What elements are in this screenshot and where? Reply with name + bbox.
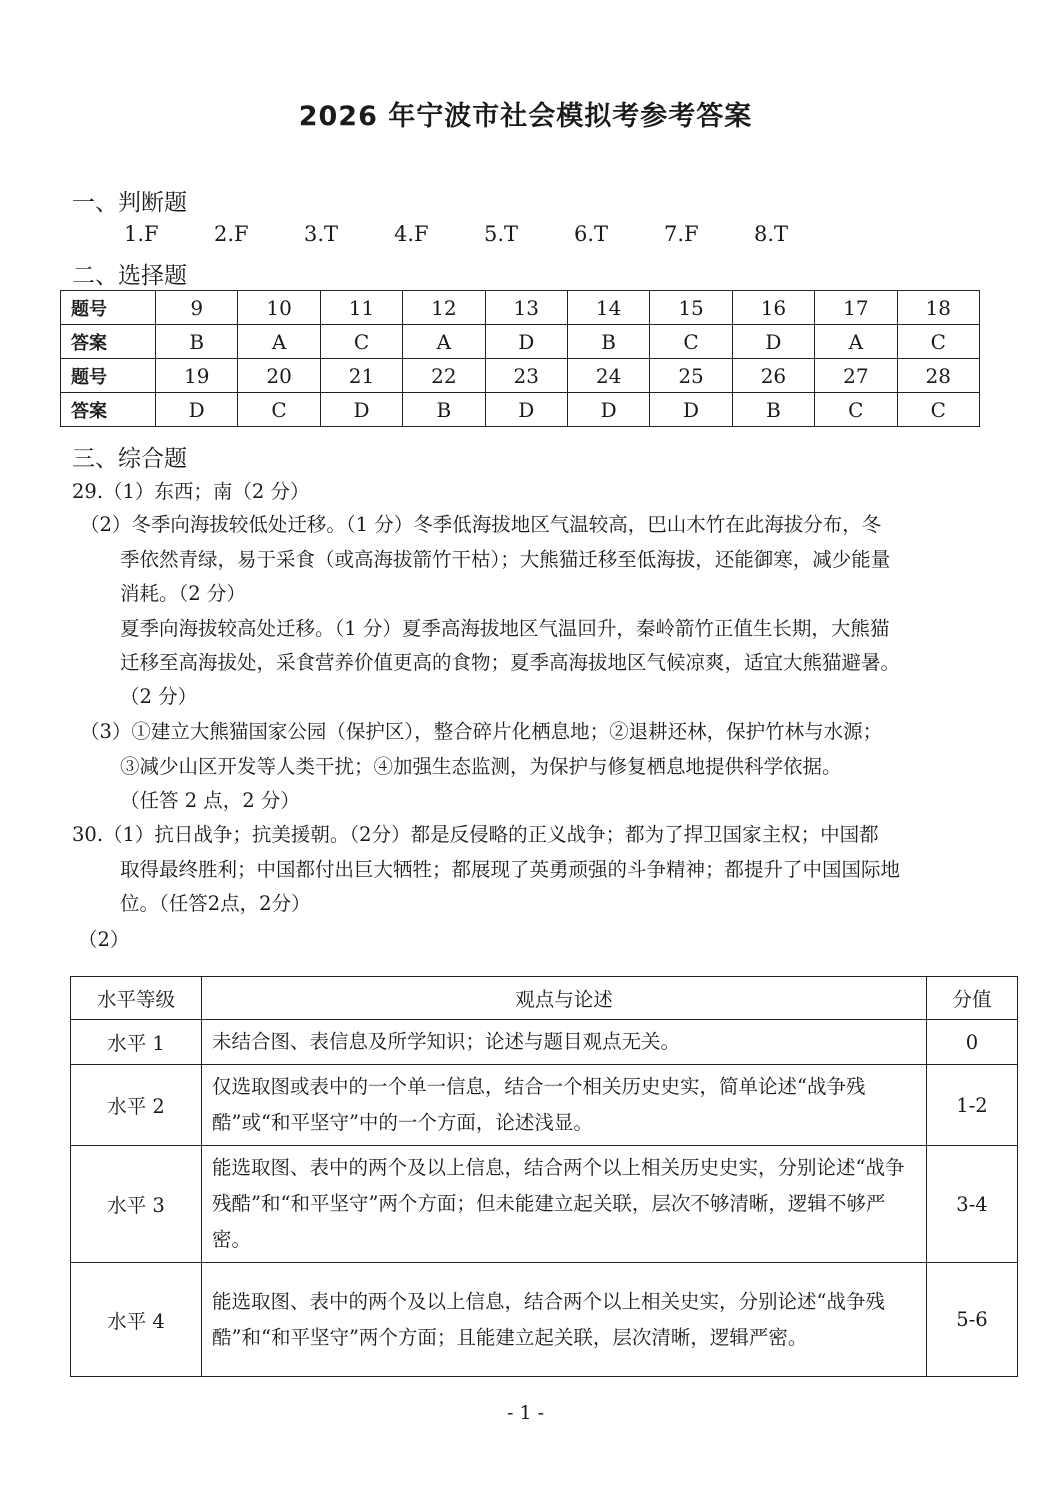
answer-cell: C xyxy=(897,393,979,427)
answer-cell: A xyxy=(403,325,485,359)
tf-answer: 6.T xyxy=(574,222,609,246)
question-number: 15 xyxy=(650,291,732,325)
tf-answer: 2.F xyxy=(214,222,249,246)
answer-cell: A xyxy=(238,325,320,359)
rubric-row xyxy=(71,1020,1018,1065)
row-label: 题号 xyxy=(61,359,156,393)
true-false-answers xyxy=(124,222,844,246)
rubric-score: 5-6 xyxy=(927,1263,1018,1377)
answer-cell: C xyxy=(650,325,732,359)
rubric-score: 1-2 xyxy=(927,1065,1018,1146)
answer-cell: D xyxy=(650,393,732,427)
page-number: - 1 - xyxy=(506,1402,544,1424)
q29-part2-line: 消耗。（2 分） xyxy=(120,582,246,605)
answer-cell: D xyxy=(320,393,402,427)
answer-row xyxy=(61,393,980,427)
q30-part2-label: （2） xyxy=(78,928,130,951)
tf-answer: 1.F xyxy=(124,222,159,246)
question-number-row xyxy=(61,291,980,325)
question-number: 11 xyxy=(320,291,402,325)
question-number: 10 xyxy=(238,291,320,325)
q29-part3-line: （任答 2 点，2 分） xyxy=(120,789,300,812)
tf-answer: 5.T xyxy=(484,222,519,246)
row-label: 答案 xyxy=(61,325,156,359)
question-number: 23 xyxy=(485,359,567,393)
q29-part2-line: （2 分） xyxy=(120,685,198,708)
q29-part1: 29.（1）东西；南（2 分） xyxy=(72,480,310,503)
answer-cell: D xyxy=(156,393,238,427)
answer-cell: B xyxy=(732,393,814,427)
question-number: 13 xyxy=(485,291,567,325)
question-number: 12 xyxy=(403,291,485,325)
q30-part1-line: 30.（1）抗日战争；抗美援朝。（2分）都是反侵略的正义战争；都为了捍卫国家主权；中国都 xyxy=(72,823,879,846)
rubric-score: 0 xyxy=(927,1020,1018,1065)
q29-part3-line: ③减少山区开发等人类干扰；④加强生态监测，为保护与修复栖息地提供科学依据。 xyxy=(120,755,842,778)
rubric-description: 能选取图、表中的两个及以上信息，结合两个以上相关史实，分别论述“战争残酷”和“和平坚守”两个方面；且能建立起关联，层次清晰，逻辑严密。 xyxy=(202,1263,927,1377)
answer-cell: C xyxy=(238,393,320,427)
q29-part3-line: （3）①建立大熊猫国家公园（保护区），整合碎片化栖息地；②退耕还林，保护竹林与水源； xyxy=(80,720,883,743)
rubric-header: 观点与论述 xyxy=(202,977,927,1020)
rubric-row xyxy=(71,1263,1018,1377)
section-heading-comprehensive: 三、综合题 xyxy=(72,446,187,472)
section-heading-multiple-choice: 二、选择题 xyxy=(72,263,187,289)
rubric-level: 水平 1 xyxy=(71,1020,202,1065)
question-number: 26 xyxy=(732,359,814,393)
tf-answer: 8.T xyxy=(754,222,789,246)
answer-cell: C xyxy=(320,325,402,359)
q30-part1-line: 位。（任答2点，2分） xyxy=(120,892,311,915)
question-number: 21 xyxy=(320,359,402,393)
question-number: 14 xyxy=(567,291,649,325)
rubric-level: 水平 2 xyxy=(71,1065,202,1146)
tf-answer: 7.F xyxy=(664,222,699,246)
row-label: 答案 xyxy=(61,393,156,427)
question-number: 18 xyxy=(897,291,979,325)
question-number: 24 xyxy=(567,359,649,393)
q29-part2-line: 夏季向海拔较高处迁移。（1 分）夏季高海拔地区气温回升，秦岭箭竹正值生长期，大熊猫 xyxy=(120,617,890,640)
answer-cell: D xyxy=(485,393,567,427)
q29-part2-line: 迁移至高海拔处，采食营养价值更高的食物；夏季高海拔地区气候凉爽，适宜大熊猫避暑。 xyxy=(120,651,901,674)
q29-part2-line: （2）冬季向海拔较低处迁移。（1 分）冬季低海拔地区气温较高，巴山木竹在此海拔分布，冬 xyxy=(80,513,882,536)
answer-cell: B xyxy=(567,325,649,359)
answer-cell: B xyxy=(156,325,238,359)
answer-row xyxy=(61,325,980,359)
question-number: 22 xyxy=(403,359,485,393)
rubric-row xyxy=(71,1065,1018,1146)
answer-cell: D xyxy=(567,393,649,427)
answer-cell: C xyxy=(897,325,979,359)
answer-cell: D xyxy=(485,325,567,359)
question-number: 17 xyxy=(815,291,897,325)
rubric-description: 未结合图、表信息及所学知识；论述与题目观点无关。 xyxy=(202,1020,927,1065)
rubric-header: 水平等级 xyxy=(71,977,202,1020)
q30-part1-line: 取得最终胜利；中国都付出巨大牺牲；都展现了英勇顽强的斗争精神；都提升了中国国际地 xyxy=(120,858,901,881)
rubric-description: 能选取图、表中的两个及以上信息，结合两个以上相关历史史实，分别论述“战争残酷”和“和平坚守”两个方面；但未能建立起关联，层次不够清晰，逻辑不够严密。 xyxy=(202,1146,927,1263)
rubric-level: 水平 3 xyxy=(71,1146,202,1263)
tf-answer: 4.F xyxy=(394,222,429,246)
question-number: 20 xyxy=(238,359,320,393)
question-number: 25 xyxy=(650,359,732,393)
answer-cell: A xyxy=(815,325,897,359)
question-number: 16 xyxy=(732,291,814,325)
tf-answer: 3.T xyxy=(304,222,339,246)
question-number: 9 xyxy=(156,291,238,325)
rubric-row xyxy=(71,1146,1018,1263)
question-number: 19 xyxy=(156,359,238,393)
multiple-choice-answer-table xyxy=(60,290,980,427)
rubric-level: 水平 4 xyxy=(71,1263,202,1377)
question-number: 27 xyxy=(815,359,897,393)
row-label: 题号 xyxy=(61,291,156,325)
section-heading-true-false: 一、判断题 xyxy=(72,190,187,216)
question-number-row xyxy=(61,359,980,393)
answer-cell: D xyxy=(732,325,814,359)
scoring-rubric-table xyxy=(70,976,1018,1377)
q29-part2-line: 季依然青绿，易于采食（或高海拔箭竹干枯）；大熊猫迁移至低海拔，还能御寒，减少能量 xyxy=(120,548,891,571)
answer-cell: B xyxy=(403,393,485,427)
rubric-header-row xyxy=(71,977,1018,1020)
rubric-header: 分值 xyxy=(927,977,1018,1020)
question-number: 28 xyxy=(897,359,979,393)
answer-cell: C xyxy=(815,393,897,427)
rubric-score: 3-4 xyxy=(927,1146,1018,1263)
rubric-description: 仅选取图或表中的一个单一信息，结合一个相关历史史实，简单论述“战争残酷”或“和平坚守”中的一个方面，论述浅显。 xyxy=(202,1065,927,1146)
page-title: 2026 年宁波市社会模拟考参考答案 xyxy=(298,101,753,132)
